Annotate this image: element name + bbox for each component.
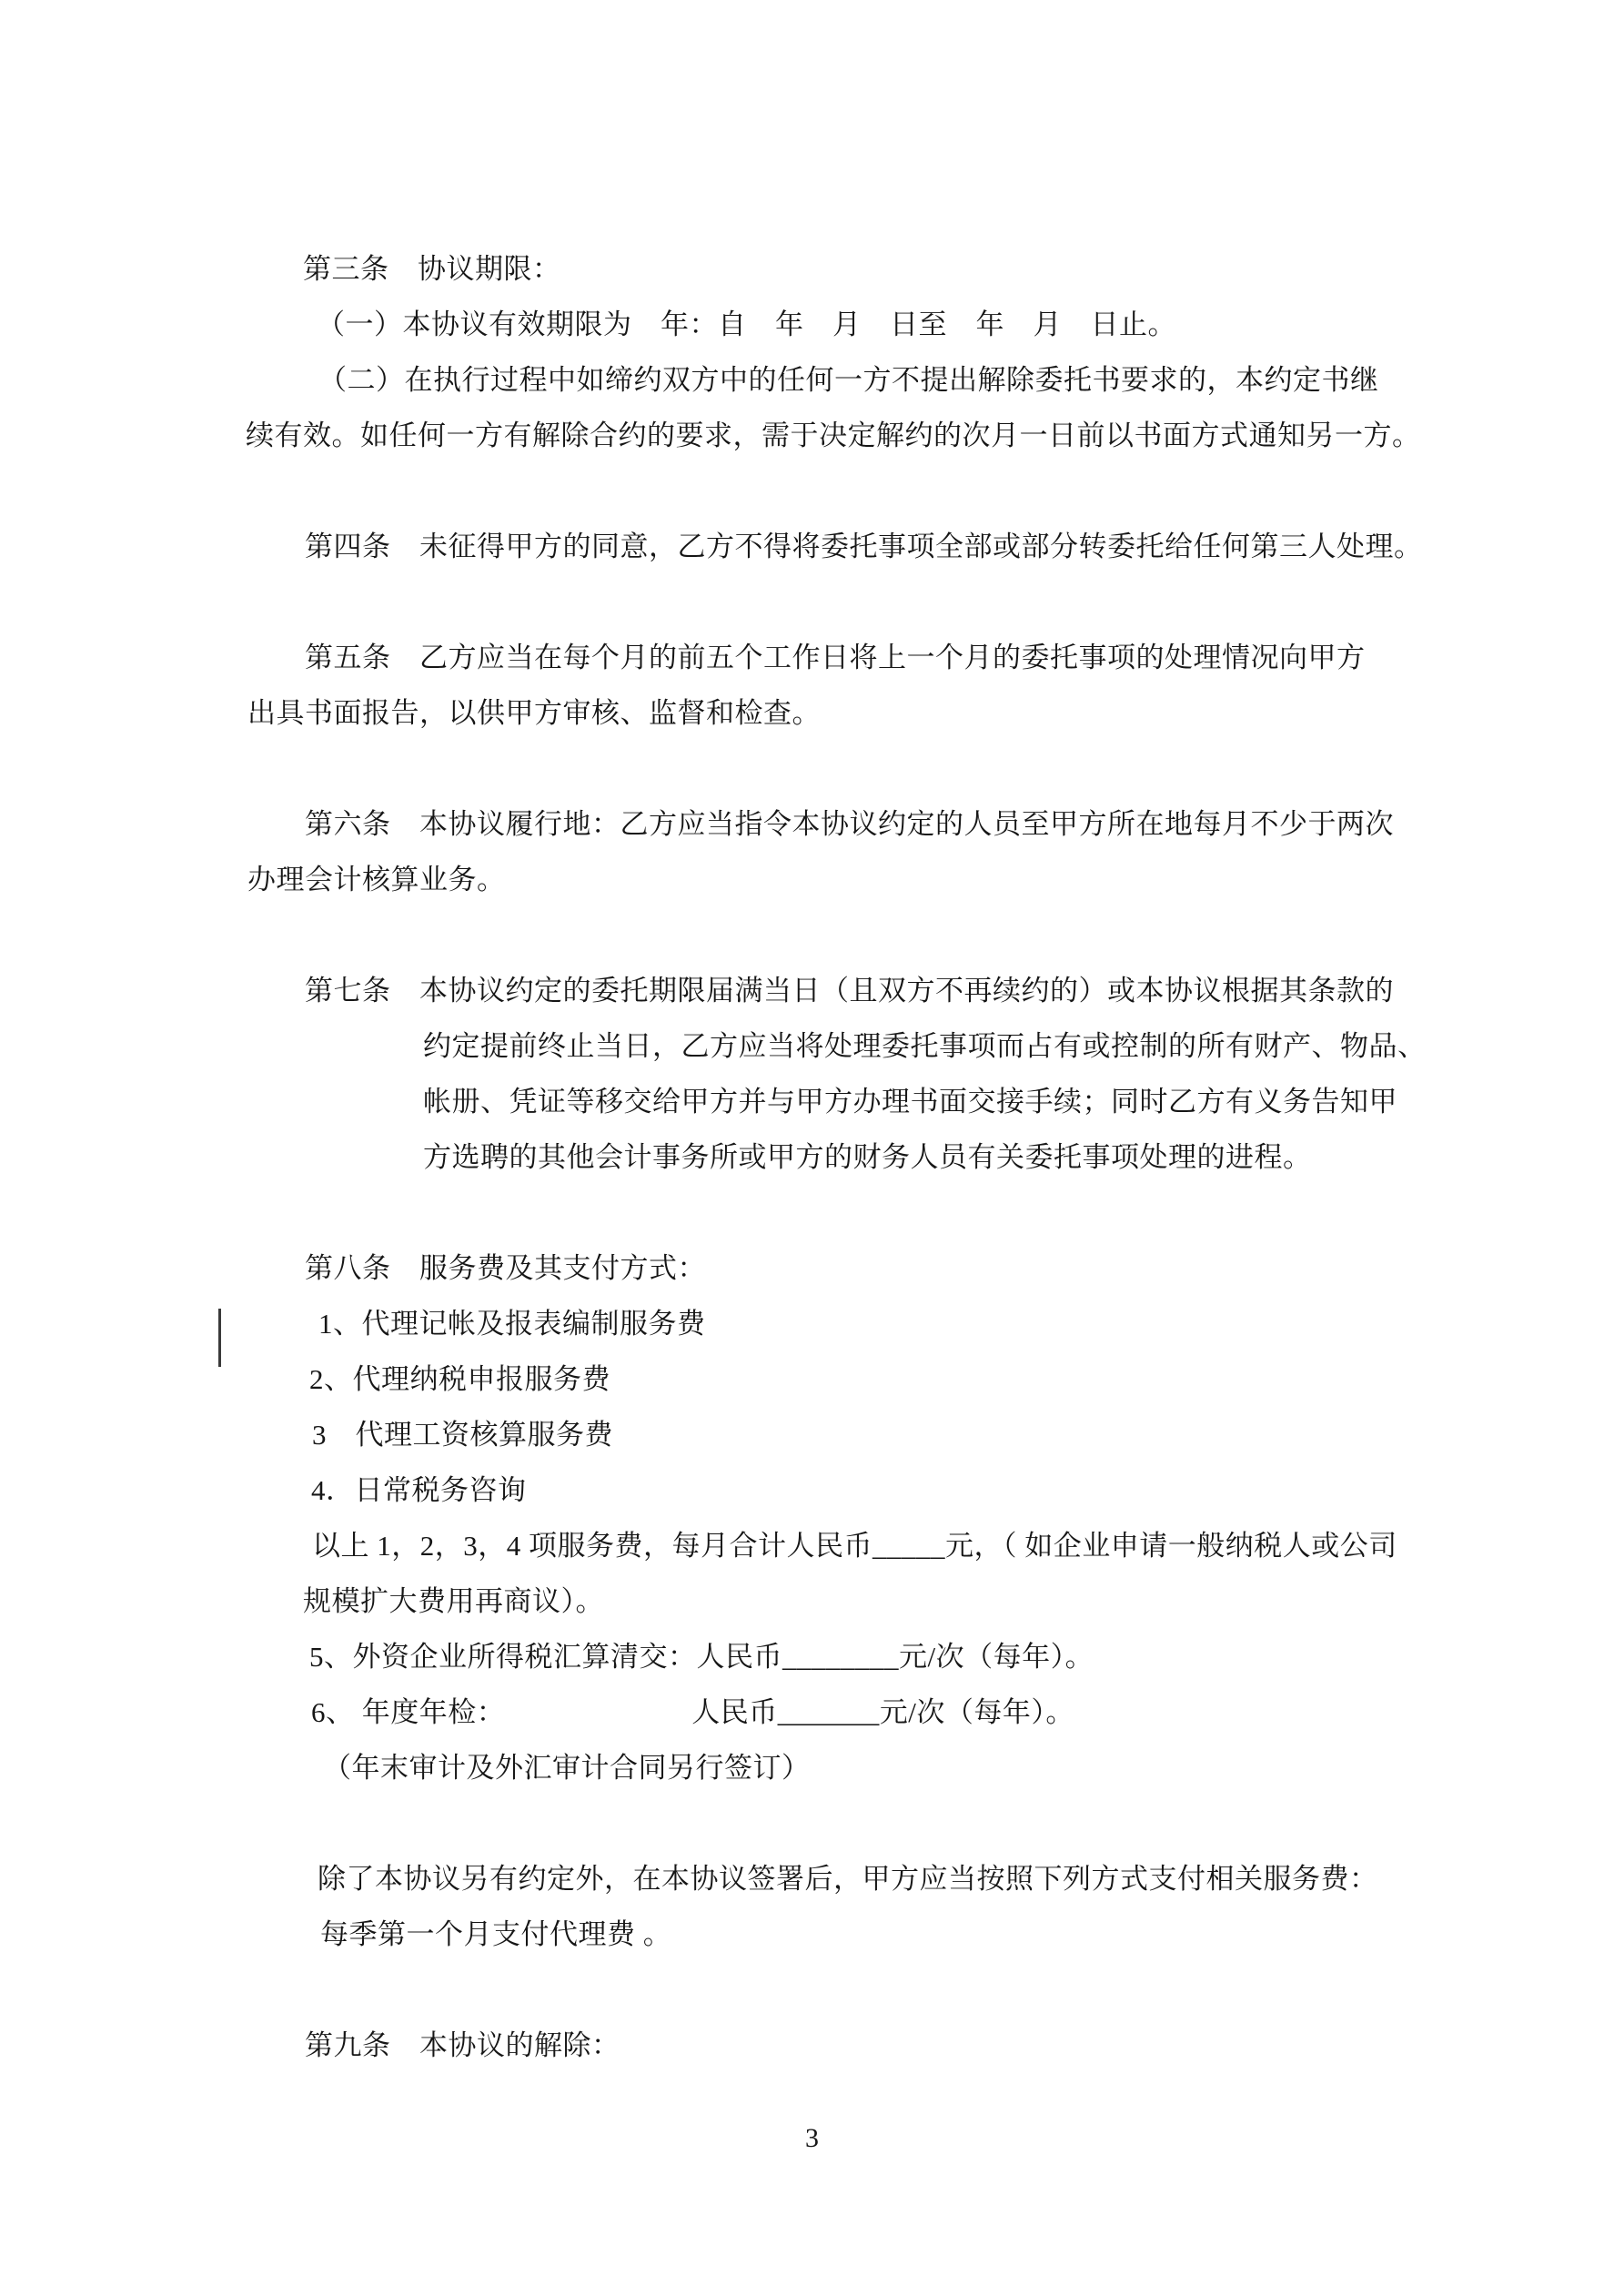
article8-item-3: 3 代理工资核算服务费 bbox=[312, 1419, 613, 1451]
revision-change-bar-icon bbox=[218, 1309, 221, 1367]
article7-line3: 帐册、凭证等移交给甲方并与甲方办理书面交接手续；同时乙方有义务告知甲 bbox=[423, 1086, 1397, 1118]
article8-item-2: 2、代理纳税申报服务费 bbox=[309, 1363, 610, 1395]
article9-heading: 第九条 本协议的解除： bbox=[305, 2029, 620, 2061]
article8-summary-line1: 以上 1，2，3，4 项服务费，每月合计人民币_____元，（ 如企业申请一般纳税人或公司 bbox=[312, 1530, 1397, 1562]
article8-payment-line2: 每季第一个月支付代理费 。 bbox=[320, 1918, 672, 1950]
article8-item-5: 5、外资企业所得税汇算清交：人民币________元/次（每年）。 bbox=[309, 1641, 1094, 1673]
article3-heading: 第三条 协议期限： bbox=[303, 253, 561, 285]
article6-line2: 办理会计核算业务。 bbox=[247, 864, 506, 895]
article7-line2: 约定提前终止当日，乙方应当将处理委托事项而占有或控制的所有财产、物品、 bbox=[423, 1030, 1427, 1062]
article3-clause1: （一）本协议有效期限为 年：自 年 月 日至 年 月 日止。 bbox=[317, 308, 1176, 340]
article3-clause2-line1: （二）在执行过程中如缔约双方中的任何一方不提出解除委托书要求的，本约定书继 bbox=[318, 364, 1379, 396]
document-body bbox=[246, 241, 1427, 2073]
article8-audit-note: （年末审计及外汇审计合同另行签订） bbox=[323, 1752, 811, 1784]
article5-line1: 第五条 乙方应当在每个月的前五个工作日将上一个月的委托事项的处理情况向甲方 bbox=[305, 642, 1366, 673]
page-number: 3 bbox=[805, 2123, 819, 2153]
article4-line1: 第四条 未征得甲方的同意，乙方不得将委托事项全部或部分转委托给任何第三人处理。 bbox=[305, 531, 1423, 562]
article7-line1: 第七条 本协议约定的委托期限届满当日（且双方不再续约的）或本协议根据其条款的 bbox=[305, 975, 1394, 1006]
article3-clause2-line2: 续有效。如任何一方有解除合约的要求，需于决定解约的次月一日前以书面方式通知另一方。 bbox=[246, 420, 1421, 451]
article8-heading: 第八条 服务费及其支付方式： bbox=[305, 1252, 706, 1284]
article8-item-4: 4．日常税务咨询 bbox=[311, 1474, 527, 1506]
article6-line1: 第六条 本协议履行地：乙方应当指令本协议约定的人员至甲方所在地每月不少于两次 bbox=[305, 808, 1394, 840]
article7-line4: 方选聘的其他会计事务所或甲方的财务人员有关委托事项处理的进程。 bbox=[423, 1141, 1312, 1173]
article8-item-6: 6、 年度年检： 人民币_______元/次（每年）。 bbox=[311, 1696, 1074, 1728]
article8-summary-line2: 规模扩大费用再商议）。 bbox=[303, 1585, 604, 1617]
article8-payment-line1: 除了本协议另有约定外，在本协议签署后，甲方应当按照下列方式支付相关服务费： bbox=[318, 1863, 1378, 1895]
article8-item-1: 1、代理记帐及报表编制服务费 bbox=[318, 1308, 706, 1340]
article5-line2: 出具书面报告，以供甲方审核、监督和检查。 bbox=[247, 697, 821, 729]
